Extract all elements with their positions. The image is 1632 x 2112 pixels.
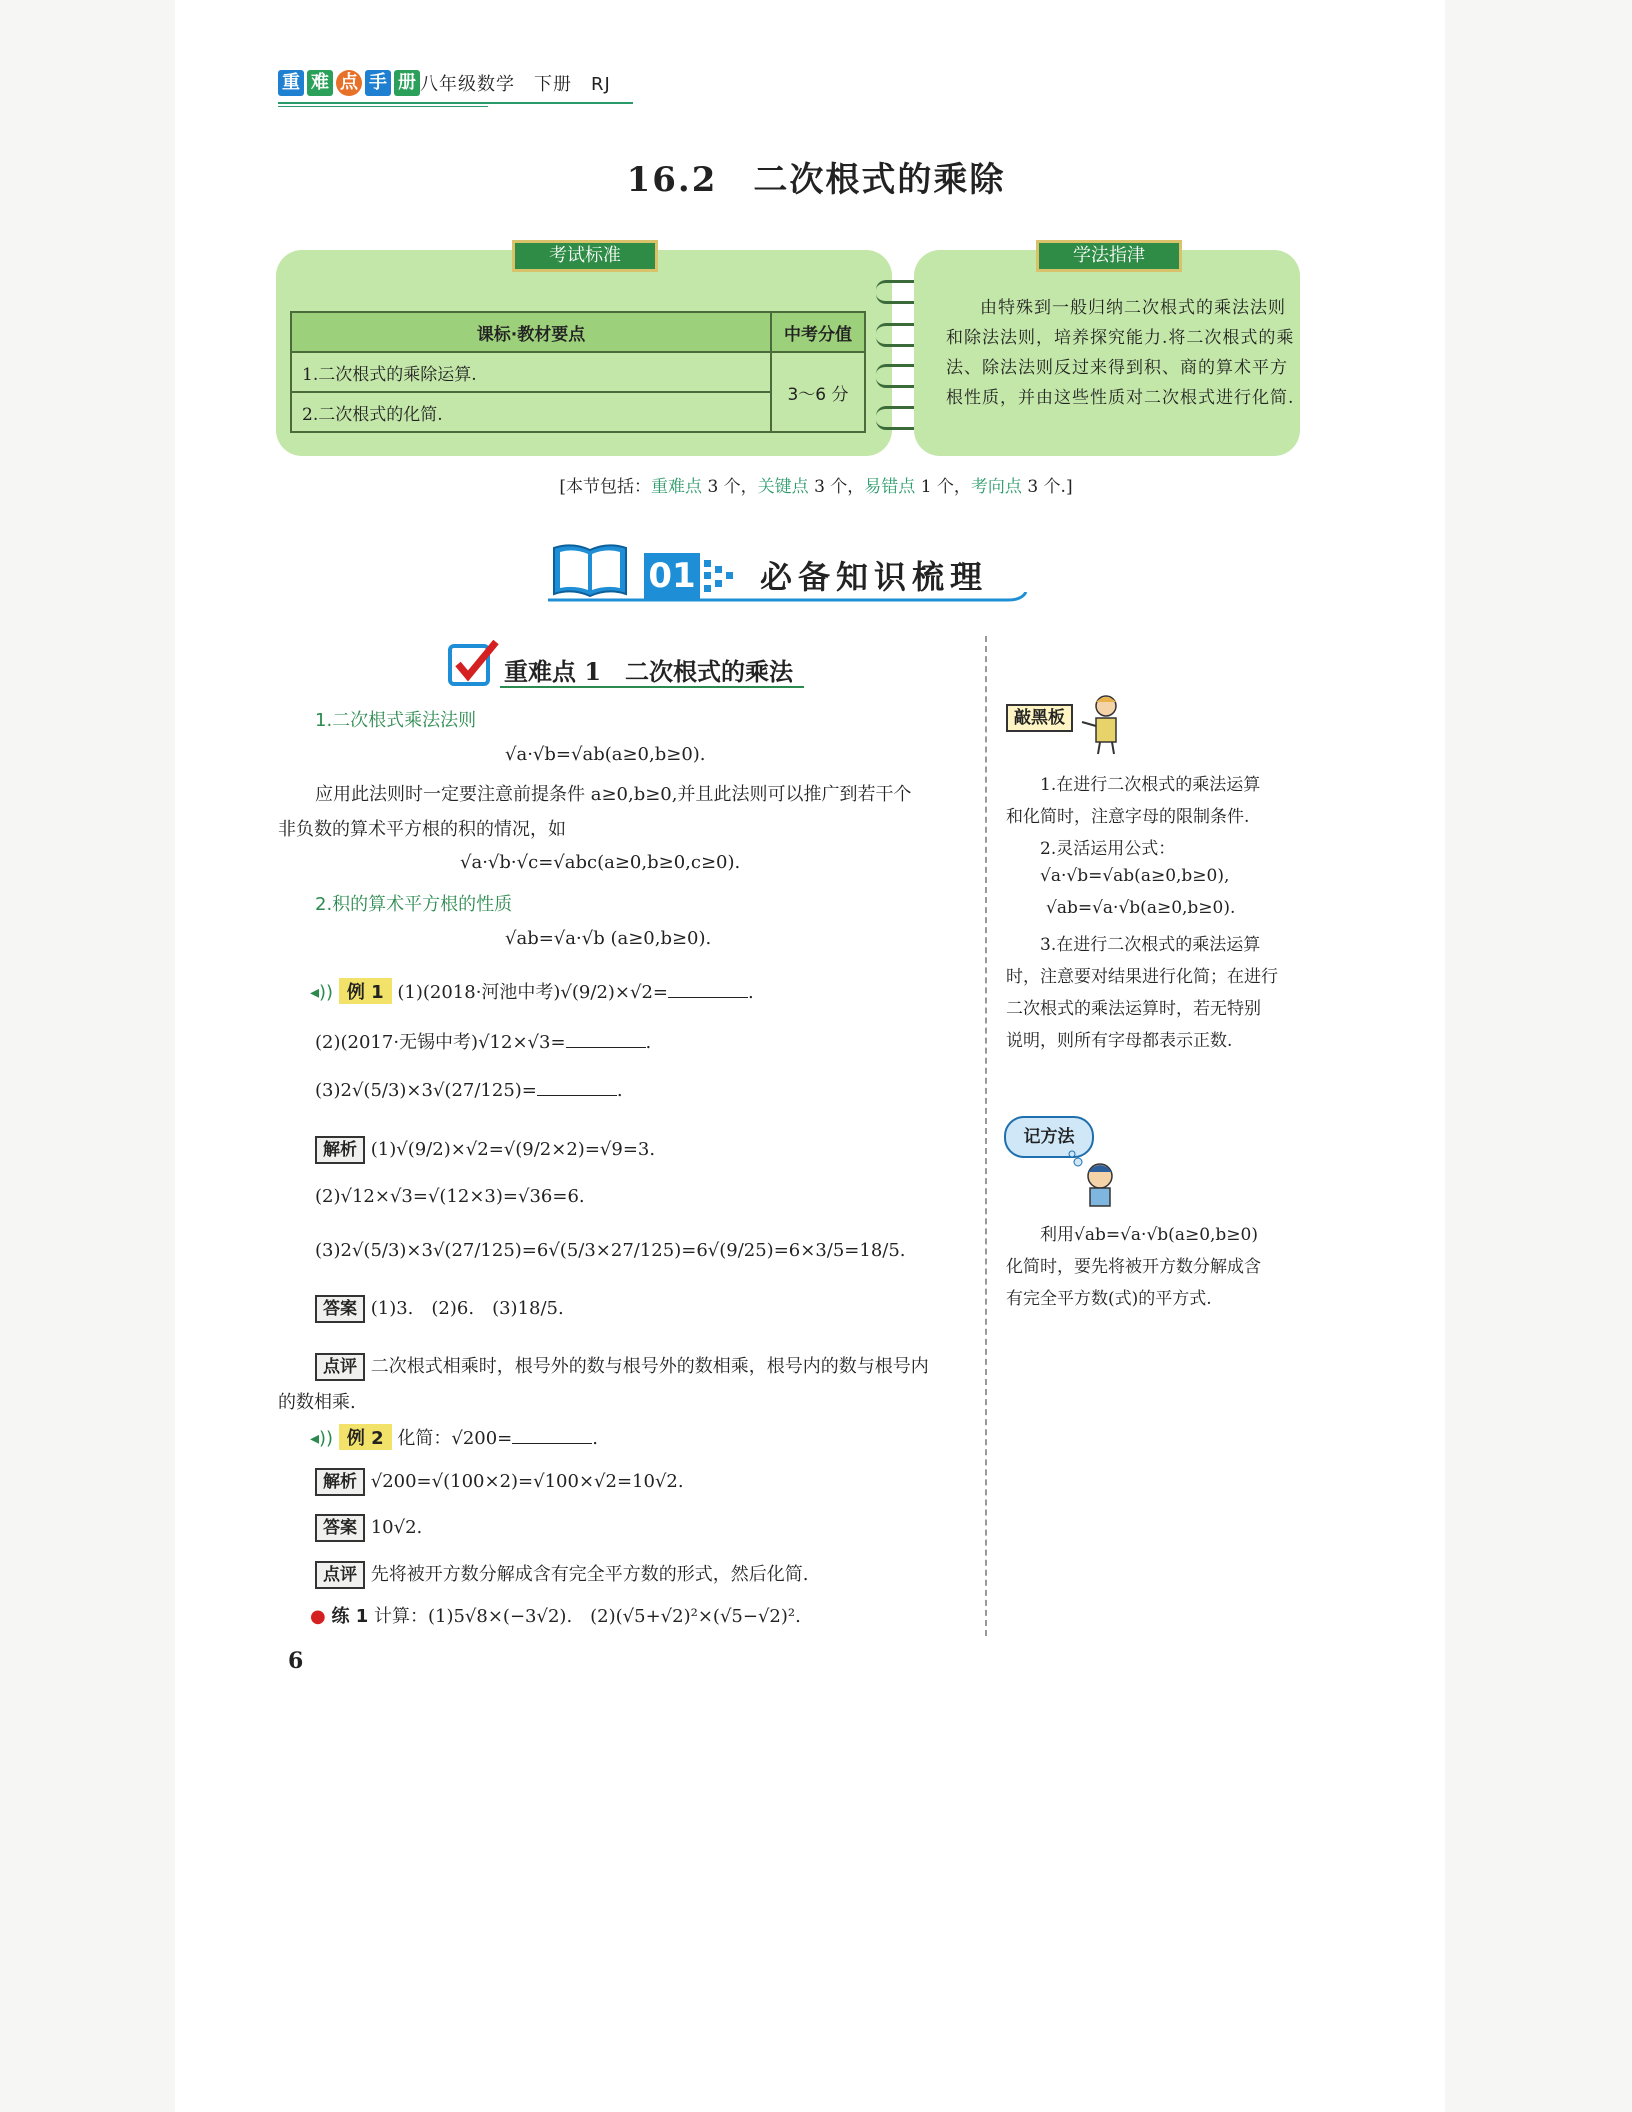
answer-2 bbox=[315, 1514, 422, 1542]
solution-text: (1)√(9/2)×√2=√(9/2×2)=√9=3. bbox=[370, 1139, 656, 1160]
board-item: 说明，则所有字母都表示正数. bbox=[1006, 1031, 1233, 1051]
table-header-score: 中考分值 bbox=[771, 312, 865, 352]
example-1-part-2: (2)(2017·无锡中考)√12×√3= . bbox=[315, 1032, 652, 1053]
note-key: 易错点 bbox=[864, 477, 916, 497]
header-rule-thin bbox=[278, 106, 488, 107]
method-text: 有完全平方数(式)的平方式. bbox=[1006, 1289, 1212, 1309]
score-cell: 3～6 分 bbox=[771, 352, 865, 432]
speaker-icon: ◂)) bbox=[310, 982, 334, 1003]
method-label: 记方法 bbox=[1004, 1116, 1094, 1158]
answer-1 bbox=[315, 1294, 564, 1323]
solution-3: (3)2√(5/3)×3√(27/125)=6√(5/3×27/125)=6√(9/25)=6×3/5=18/5. bbox=[315, 1240, 906, 1261]
brand-char: 手 bbox=[365, 70, 391, 96]
board-item: 时，注意要对结果进行化简；在进行 bbox=[1006, 967, 1278, 987]
example-text: (2)(2017·无锡中考)√12×√3= bbox=[315, 1032, 566, 1053]
answer-blank bbox=[537, 1095, 617, 1096]
practice-1 bbox=[310, 1602, 801, 1628]
section-underline bbox=[548, 592, 1028, 606]
key-point-title: 重难点 1 二次根式的乘法 bbox=[504, 657, 794, 686]
page-title: 16.2 二次根式的乘除 bbox=[626, 160, 1006, 200]
practice-text: 计算：(1)5√8×(−3√2). (2)(√5+√2)²×(√5−√2)². bbox=[373, 1606, 801, 1627]
board-label: 敲黑板 bbox=[1006, 704, 1073, 732]
tag-analysis: 解析 bbox=[315, 1468, 365, 1496]
tag-answer: 答案 bbox=[315, 1295, 365, 1323]
solution-2: (2)√12×√3=√(12×3)=√36=6. bbox=[315, 1186, 585, 1207]
example-label: 例 1 bbox=[339, 978, 392, 1004]
brand-logo bbox=[278, 70, 423, 96]
review-2 bbox=[315, 1560, 808, 1589]
answer-blank bbox=[668, 997, 748, 998]
solution-text: √200=√(100×2)=√100×√2=10√2. bbox=[370, 1471, 684, 1492]
study-guide-text: 由特殊到一般归纳二次根式的乘法法则和除法法则，培养探究能力.将二次根式的乘法、除法法则反过来得到积、商的算术平方根性质，并由这些性质对二次根式进行化简. bbox=[946, 298, 1295, 408]
example-label: 例 2 bbox=[339, 1424, 392, 1450]
solution-4 bbox=[315, 1468, 684, 1496]
board-item: 2.灵活运用公式： bbox=[1040, 839, 1176, 859]
method-text: 利用√ab=√a·√b(a≥0,b≥0) bbox=[1040, 1225, 1258, 1245]
review-1 bbox=[315, 1352, 929, 1381]
example-1-part-3: (3)2√(5/3)×3√(27/125)= . bbox=[315, 1080, 623, 1101]
example-1: ◂)) 例 1 (1)(2018·河池中考)√(9/2)×√2= . bbox=[310, 978, 754, 1004]
rule-heading: 1.二次根式乘法法则 bbox=[315, 710, 477, 731]
formula: √a·√b=√ab(a≥0,b≥0). bbox=[505, 744, 706, 765]
paragraph: 应用此法则时一定要注意前提条件 a≥0,b≥0,并且此法则可以推广到若干个 bbox=[315, 784, 912, 805]
note-value: 1 个， bbox=[915, 477, 971, 497]
note-open: [本节包括： bbox=[559, 477, 652, 497]
page-number: 6 bbox=[288, 1648, 304, 1674]
checkmark-icon bbox=[446, 636, 500, 690]
review-1-cont: 的数相乘. bbox=[278, 1392, 356, 1413]
column-divider bbox=[985, 636, 987, 1636]
board-item: 和化简时，注意字母的限制条件. bbox=[1006, 807, 1250, 827]
exam-standard-label: 考试标准 bbox=[512, 240, 658, 272]
answer-blank bbox=[566, 1047, 646, 1048]
solution-1 bbox=[315, 1136, 655, 1164]
section-number: 01 bbox=[644, 553, 700, 599]
study-guide-label: 学法指津 bbox=[1036, 240, 1182, 272]
review-text: 二次根式相乘时，根号外的数与根号外的数相乘，根号内的数与根号内 bbox=[370, 1356, 929, 1377]
note-key: 关键点 bbox=[757, 477, 809, 497]
example-text: (3)2√(5/3)×3√(27/125)= bbox=[315, 1080, 537, 1101]
tag-answer: 答案 bbox=[315, 1514, 365, 1542]
exam-standard-table bbox=[290, 311, 866, 433]
header-rule bbox=[278, 102, 633, 104]
table-row: 2.二次根式的化简. bbox=[291, 392, 771, 432]
tag-review: 点评 bbox=[315, 1353, 365, 1381]
note-value: 3 个， bbox=[808, 477, 865, 497]
board-formula: √ab=√a·√b(a≥0,b≥0). bbox=[1046, 898, 1236, 918]
brand-char: 重 bbox=[278, 70, 304, 96]
board-formula: √a·√b=√ab(a≥0,b≥0), bbox=[1040, 866, 1230, 886]
tag-analysis: 解析 bbox=[315, 1136, 365, 1164]
paragraph: 非负数的算术平方根的积的情况，如 bbox=[278, 819, 566, 840]
table-header-points: 课标·教材要点 bbox=[291, 312, 771, 352]
answer-text: 10√2. bbox=[370, 1517, 423, 1538]
teacher-icon bbox=[1080, 692, 1126, 756]
practice-label: 练 1 bbox=[331, 1606, 369, 1627]
board-item: 二次根式的乘法运算时，若无特别 bbox=[1006, 999, 1261, 1019]
note-value: 3 个， bbox=[702, 477, 758, 497]
formula: √ab=√a·√b (a≥0,b≥0). bbox=[505, 928, 712, 949]
key-point-underline bbox=[500, 686, 804, 688]
section-summary-note bbox=[0, 472, 1632, 497]
note-value: 3 个.] bbox=[1021, 477, 1073, 497]
brand-char: 难 bbox=[307, 70, 333, 96]
review-text: 先将被开方数分解成含有完全平方数的形式，然后化简. bbox=[370, 1564, 809, 1585]
board-item: 3.在进行二次根式的乘法运算 bbox=[1040, 935, 1261, 955]
table-row: 1.二次根式的乘除运算. bbox=[291, 352, 771, 392]
note-key: 重难点 bbox=[651, 477, 703, 497]
tag-review: 点评 bbox=[315, 1561, 365, 1589]
board-item: 1.在进行二次根式的乘法运算 bbox=[1040, 775, 1261, 795]
example-2: ◂)) 例 2 化简：√200= . bbox=[310, 1424, 598, 1450]
thinking-boy-icon bbox=[1064, 1148, 1124, 1212]
rule-heading: 2.积的算术平方根的性质 bbox=[315, 894, 513, 915]
example-text: 化简：√200= bbox=[397, 1428, 513, 1449]
pin-icon: ● bbox=[310, 1606, 326, 1627]
note-key: 考向点 bbox=[970, 477, 1022, 497]
brand-char: 册 bbox=[394, 70, 420, 96]
answer-blank bbox=[512, 1443, 592, 1444]
speaker-icon: ◂)) bbox=[310, 1428, 334, 1449]
method-text: 化简时，要先将被开方数分解成含 bbox=[1006, 1257, 1261, 1277]
brand-char: 点 bbox=[336, 70, 362, 96]
header-text: 八年级数学 下册 RJ bbox=[420, 74, 611, 95]
answer-text: (1)3. (2)6. (3)18/5. bbox=[370, 1298, 564, 1319]
section-title: 必备知识梳理 bbox=[760, 558, 989, 596]
dots-icon bbox=[702, 558, 736, 594]
example-text: (1)(2018·河池中考)√(9/2)×√2= bbox=[397, 982, 669, 1003]
formula: √a·√b·√c=√abc(a≥0,b≥0,c≥0). bbox=[460, 852, 741, 873]
